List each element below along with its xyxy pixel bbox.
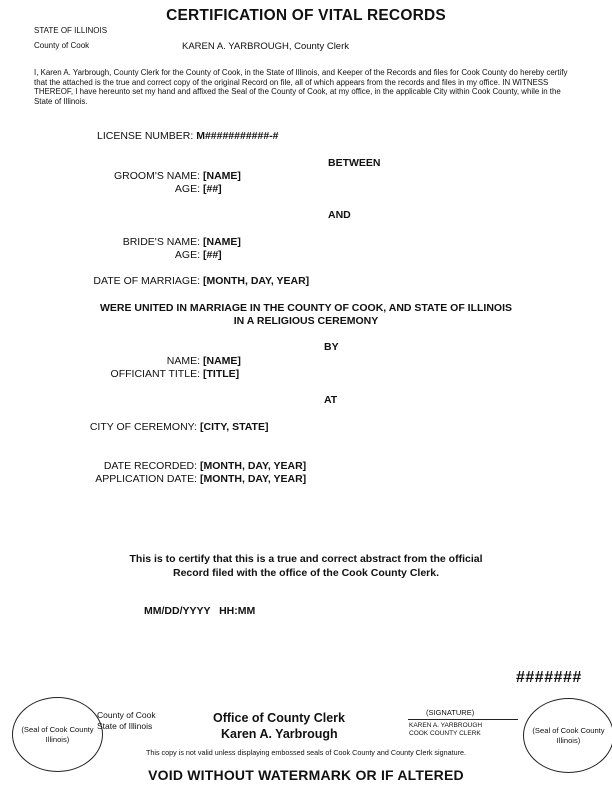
- certify-line1: This is to certify that this is a true and correct abstract from the official: [129, 553, 483, 565]
- between-label: BETWEEN: [328, 157, 381, 169]
- footer-county: County of Cook: [97, 710, 156, 720]
- application-date-value: [MONTH, DAY, YEAR]: [200, 473, 307, 485]
- seal-left: [12, 697, 103, 772]
- marriage-date-value: [MONTH, DAY, YEAR]: [203, 275, 310, 287]
- officiant-name-value: [NAME]: [203, 355, 241, 367]
- license-number-row: [97, 130, 279, 142]
- marriage-date-label: DATE OF MARRIAGE:: [93, 275, 200, 287]
- seal-left-text: (Seal of Cook County Illinois): [21, 725, 94, 744]
- office-clerk-name: Karen A. Yarbrough: [221, 727, 338, 741]
- date-recorded-value: [MONTH, DAY, YEAR]: [200, 460, 307, 472]
- officiant-title-label: OFFICIANT TITLE:: [110, 368, 200, 380]
- serial-number: #######: [516, 669, 582, 686]
- office-title: Office of County Clerk: [213, 711, 345, 725]
- bride-age-value: [##]: [203, 249, 222, 261]
- signature-clerk-name: KAREN A. YARBROUGH: [409, 722, 483, 729]
- validity-note: This copy is not valid unless displaying embossed seals of Cook County and County Clerk signature.: [145, 748, 466, 757]
- bride-name-label: BRIDE'S NAME:: [122, 236, 200, 248]
- signature-label: (SIGNATURE): [426, 708, 475, 717]
- at-label: AT: [324, 394, 338, 406]
- seal-right: [523, 698, 612, 773]
- officiant-name-label: NAME:: [166, 355, 200, 367]
- intro-paragraph: I, Karen A. Yarbrough, County Clerk for the County of Cook, in the State of Illinois, and Keeper of the Records and files for Cook County do hereby certify that the attached is the true and correct copy of the original Record on file, all of which appears from the records and files in my office. IN WITNESS THEREOF, I have hereunto set my hand and affixed the Seal of the County of Cook, at my office, in the applicable City within Cook County, while in the State of Illinois.: [34, 68, 568, 106]
- date-recorded-label: DATE RECORDED:: [103, 460, 197, 472]
- united-statement-line1: WERE UNITED IN MARRIAGE IN THE COUNTY OF COOK, AND STATE OF ILLINOIS: [99, 302, 513, 314]
- bride-age-label: AGE:: [174, 249, 200, 261]
- certify-line2: Record filed with the office of the Cook County Clerk.: [172, 567, 440, 579]
- document-title: CERTIFICATION OF VITAL RECORDS: [166, 7, 446, 24]
- city-value: [CITY, STATE]: [200, 421, 269, 433]
- issue-datetime: MM/DD/YYYY HH:MM: [144, 605, 256, 617]
- application-date-label: APPLICATION DATE:: [95, 473, 197, 485]
- and-label: AND: [328, 209, 351, 221]
- county-label: County of Cook: [34, 41, 90, 50]
- by-label: BY: [324, 341, 339, 353]
- groom-name-value: [NAME]: [203, 170, 241, 182]
- footer-state: State of Illinois: [97, 721, 153, 731]
- seal-right-text: (Seal of Cook County Illinois): [532, 726, 605, 745]
- signature-clerk-title: COOK COUNTY CLERK: [409, 730, 481, 737]
- groom-age-label: AGE:: [174, 183, 200, 195]
- license-number-value: M###########-#: [196, 130, 279, 142]
- signature-line: [408, 719, 518, 720]
- groom-name-label: GROOM'S NAME:: [113, 170, 200, 182]
- city-label: CITY OF CEREMONY:: [89, 421, 197, 433]
- state-label: STATE OF ILLINOIS: [34, 26, 108, 35]
- bride-name-value: [NAME]: [203, 236, 241, 248]
- groom-age-value: [##]: [203, 183, 222, 195]
- void-warning: VOID WITHOUT WATERMARK OR IF ALTERED: [148, 767, 464, 783]
- clerk-heading: KAREN A. YARBROUGH, County Clerk: [182, 41, 350, 52]
- license-number-label: LICENSE NUMBER:: [97, 130, 194, 142]
- united-statement-line2: IN A RELIGIOUS CEREMONY: [233, 315, 379, 327]
- officiant-title-value: [TITLE]: [203, 368, 240, 380]
